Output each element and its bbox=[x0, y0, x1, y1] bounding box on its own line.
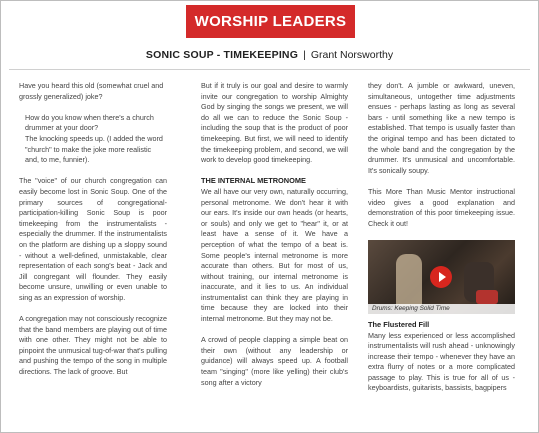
paragraph: We all have our very own, naturally occurring, personal metronome. We don't hear it with our ears. It's inside our own heads (or hearts, or souls) and only we get to "hear" it, or at least have a sense of it. We have a perception of what the tempo of a beat is. Some people's internal metronome is more accurate than others. But for most of us, without training, our internal metronome is inaccurate, and it lies to us. An individual instrumentalist can think they are playing in time because they are locked into their internal metronome. But they may not be. bbox=[201, 186, 348, 324]
play-icon[interactable] bbox=[430, 266, 452, 288]
paragraph: The "voice" of our church congregation can easily become lost in Sonic Soup. One of the primary sources of congregational-participation-killing Sonic Soup is poor timekeeping from the instrumentalists - especially the drummer. If the instrumentalists on the platform are dishing up a sloppy sound - without a well-defined, unmistakable, clear representation of each song's beat - Jack and Jill congregant will flounder. They easily become unsure, unwilling or even unable to sing as an expression of worship. bbox=[19, 176, 167, 302]
article-column-1 bbox=[19, 81, 167, 388]
article-column-3 bbox=[368, 81, 515, 405]
paragraph: they don't. A jumble or awkward, uneven, simultaneous, untogether time adjustments ensues - perhaps lasting as long as several bars - until something like a new tempo is established. That tempo is usually faster than the original tempo and has been dictated to the whole band and the congregation by the drummer. It's unmusical and uncomfortable. It's sonically soupy. bbox=[368, 81, 515, 175]
joke-answer: The knocking speeds up. (I added the word "church" to make the joke more realistic and, to me, funnier). bbox=[25, 133, 163, 165]
section-heading: THE INTERNAL METRONOME bbox=[201, 176, 306, 186]
byline-divider bbox=[9, 69, 530, 70]
paragraph: This More Than Music Mentor instructional video gives a good explanation and demonstration of this poor timekeeping issue. Check it out! bbox=[368, 186, 515, 228]
article-byline bbox=[1, 49, 538, 61]
section-banner-title: WORSHIP LEADERS bbox=[194, 13, 347, 30]
guitarist-figure bbox=[396, 254, 422, 306]
paragraph: But if it truly is our goal and desire to warmly invite our congregation to worship Almighty God by singing the songs we present, we will do all we can to reduce the Sonic Soup - including the soup that is the product of poor timekeeping. But first, we will need to identify the timekeeping problem, and second, we will work to develop good timekeeping. bbox=[201, 81, 348, 165]
article-author: Grant Norsworthy bbox=[310, 49, 394, 61]
drum-shape bbox=[476, 290, 498, 304]
paragraph: Many less experienced or less accomplished instrumentalists will rush ahead - unknowingly increase their tempo - whenever they have an extra flurry of notes or a more complicated passage to play. This is true for all of us - keyboardists, guitarists, bassists, bagpipers bbox=[368, 330, 515, 393]
section-banner bbox=[186, 5, 355, 38]
article-title: SONIC SOUP - TIMEKEEPING bbox=[145, 49, 299, 61]
joke-question: How do you know when there's a church drummer at your door? bbox=[25, 112, 154, 133]
article-column-2 bbox=[201, 81, 348, 399]
video-caption: Drums: Keeping Solid Time bbox=[368, 304, 515, 314]
paragraph: A crowd of people clapping a simple beat on their own (without any leadership or guidance) will always speed up. A football team "singing" (more like yelling) their club's song after a victory bbox=[201, 335, 348, 387]
paragraph: Have you heard this old (somewhat cruel and grossly generalized) joke? bbox=[19, 81, 164, 101]
paragraph: A congregation may not consciously recognize that the band members are playing out of time with one other. They might not be able to pinpoint the unmusical tug-of-war that's pulling and pushing the tempo of the song in multiple directions. The lack of groove. But bbox=[19, 314, 167, 377]
video-thumbnail[interactable] bbox=[368, 240, 515, 314]
section-heading: The Flustered Fill bbox=[368, 319, 430, 329]
byline-separator: | bbox=[303, 49, 306, 61]
